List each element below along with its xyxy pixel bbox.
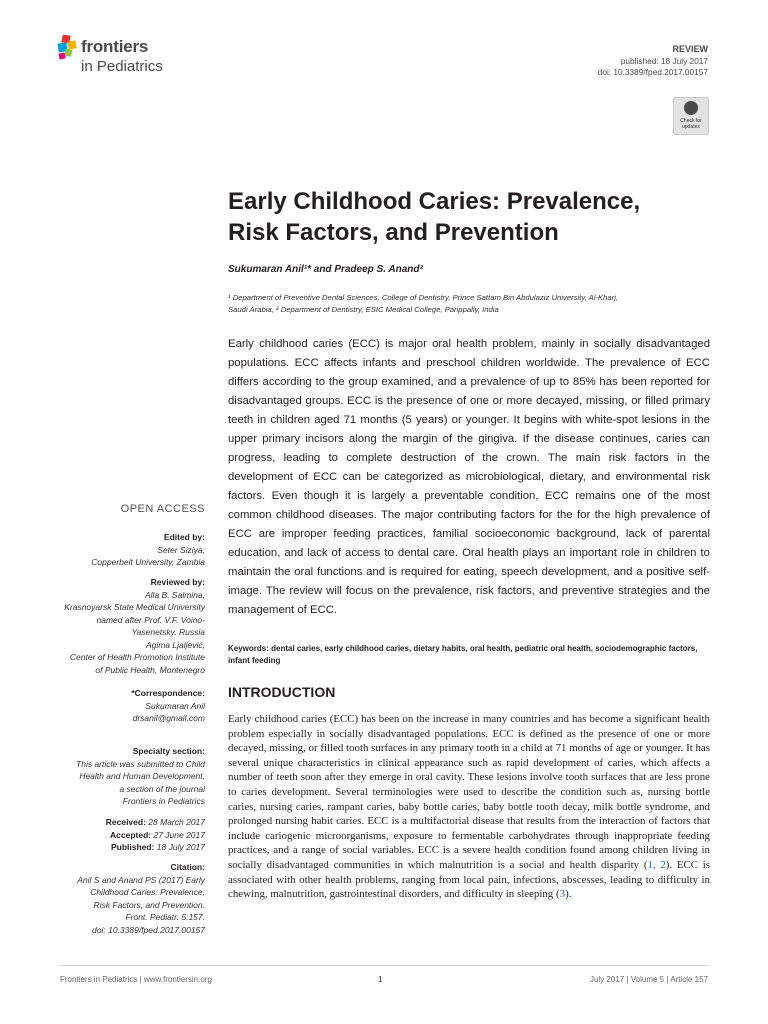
citation-line: Anil S and Anand PS (2017) Early (77, 874, 205, 885)
title-line-2: Risk Factors, and Prevention (228, 219, 559, 246)
reviewed-by-label: Reviewed by: (150, 577, 205, 587)
citation-link[interactable]: 1, 2 (647, 858, 666, 871)
reviewed-by-block (64, 576, 205, 676)
intro-text-1: Early childhood caries (ECC) has been on the increase in many countries and has become a significant health problem especially in socially disadvantaged populations. ECC is defined as the presence of one or more decayed, missing, or filled tooth surfaces in any primary tooth in a child at 71 months of age or younger. It has several unique characteristics in clinical appearance such as rapid development of caries, which affects a number of teeth soon after they emerge in oral cavity. These lesions involve tooth surfaces that are less prone to caries development. Several terminologies were used to describe the condition such as, nursing bottle caries, nursing caries, rampant caries, baby bottle caries, baby bottle tooth decay, milk bottle syndrome, and prolonged nursing habit caries. ECC is a multifactorial disease that results from the interaction of factors that include cariogenic microorganisms, exposure to fermentable carbohydrates through inappropriate feeding practices, and a range of social variables. ECC is a severe health condition found among children living in socially disadvantaged communities in which malnutrition is a social and health disparity ( (228, 713, 710, 871)
edited-by-block (91, 531, 205, 569)
specialty-line: Health and Human Development, (79, 771, 205, 781)
reviewer-line: Center of Health Promotion Institute (69, 652, 205, 662)
intro-text-2: ). ECC is associated with other health problems, ranging from local pain, infections, abscesses, leading to difficulty in chewing, malnutrition, gastrointestinal disorders, and difficulty in sleeping ( (228, 858, 710, 901)
citation-block (77, 861, 205, 936)
check-for-updates-button[interactable] (673, 97, 709, 135)
article-title (228, 186, 708, 248)
edited-by-label: Edited by: (163, 532, 205, 542)
correspondence-block (131, 687, 205, 725)
specialty-block (76, 745, 205, 808)
editor-line: Seter Siziya, (157, 544, 205, 555)
reviewer-line: Alla B. Salmina, (145, 589, 205, 600)
reviewer-line: Agima Ljaljević, (145, 639, 205, 650)
keywords: Keywords: dental caries, early childhood caries, dietary habits, oral health, pediatric oral health, sociodemographic factors, infant feeding (228, 644, 698, 665)
journal-name: in Pediatrics (81, 58, 163, 75)
correspondence-label: *Correspondence: (131, 688, 205, 698)
section-heading-introduction: INTRODUCTION (228, 684, 336, 700)
affiliation-line-2: Saudi Arabia, ² Department of Dentistry, ESIC Medical College, Parippally, India (228, 305, 499, 314)
correspondence-email[interactable]: drsanil@gmail.com (132, 713, 205, 723)
specialty-label: Specialty section: (132, 746, 205, 756)
footer-divider (60, 965, 708, 966)
citation-line: Risk Factors, and Prevention. (93, 899, 205, 910)
article-type: REVIEW (672, 44, 708, 54)
specialty-line: This article was submitted to Child (76, 758, 205, 769)
journal-logo (57, 35, 187, 80)
received-date: 28 March 2017 (148, 817, 205, 827)
reviewer-line: of Public Health, Montenegro (95, 664, 205, 675)
reviewer-line: Yasenetsky, Russia (131, 627, 205, 637)
footer-volume-info: July 2017 | Volume 5 | Article 157 (589, 975, 708, 984)
footer-journal-link[interactable]: Frontiers in Pediatrics | www.frontiersin.org (60, 975, 212, 984)
specialty-line: a section of the journal (119, 783, 205, 794)
citation-label: Citation: (170, 862, 205, 872)
open-access-label: OPEN ACCESS (120, 503, 205, 515)
intro-text-3: ). (565, 888, 572, 901)
authors: Sukumaran Anil¹* and Pradeep S. Anand² (228, 264, 423, 275)
citation-line[interactable]: doi: 10.3389/fped.2017.00157 (92, 924, 205, 935)
accepted-date: 27 June 2017 (153, 829, 205, 840)
accepted-label: Accepted: (110, 829, 152, 840)
check-label: Check for updates (680, 118, 702, 130)
dates-block (106, 816, 205, 854)
citation-line: Childhood Caries: Prevalence, (90, 887, 205, 897)
reviewer-line: Krasnoyarsk State Medical University (64, 602, 205, 612)
journal-brand: frontiers (81, 37, 149, 56)
affiliations (228, 292, 698, 316)
reviewer-line: named after Prof. V.F. Voino- (96, 614, 205, 625)
correspondence-name: Sukumaran Anil (145, 700, 205, 711)
published-date-side: 18 July 2017 (156, 842, 205, 852)
title-line-1: Early Childhood Caries: Prevalence, (228, 188, 641, 215)
editor-line: Copperbelt University, Zambia (91, 557, 205, 567)
citation-line: Front. Pediatr. 5:157. (125, 912, 205, 922)
received-label: Received: (105, 817, 146, 827)
abstract: Early childhood caries (ECC) is major oral health problem, mainly in socially disadvantaged populations. ECC affects infants and preschool children worldwide. The prevalence of ECC differs according to the group examined, and a prevalence of up to 85% has been reported for disadvantaged groups. ECC is the presence of one or more decayed, missing, or filled primary teeth in children aged 71 months (5 years) or younger. It begins with white-spot lesions in the upper primary incisors along the margin of the gingiva. If the disease continues, caries can progress, leading to complete destruction of the crown. The main risk factors in the development of ECC can be categorized as microbiological, dietary, and environmental risk factors. Even though it is largely a preventable condition, ECC remains one of the most common childhood diseases. The major contributing factors for the for the high prevalence of ECC are improper feeding practices, familial socioeconomic background, lack of parental education, and lack of access to dental care. Oral health plays an important role in children to maintain the oral functions and is required for eating, speech development, and a positive self-image. The review will focus on the prevalence, risk factors, and preventive strategies and the management of ECC. (228, 338, 710, 616)
introduction-paragraph (228, 712, 710, 902)
citation-link[interactable]: 3 (559, 888, 566, 901)
specialty-line: Frontiers in Pediatrics (122, 796, 205, 806)
frontiers-logo-icon (57, 35, 79, 61)
affiliation-line-1: ¹ Department of Preventive Dental Sciences, College of Dentistry, Prince Sattam Bin Abdulaziz University, Al-Kharj, (228, 293, 619, 302)
published-date: published: 18 July 2017 (620, 56, 708, 66)
published-label: Published: (110, 842, 155, 852)
page-number: 1 (378, 975, 383, 984)
check-icon (684, 101, 698, 115)
doi-link[interactable]: doi: 10.3389/fped.2017.00157 (597, 67, 708, 77)
